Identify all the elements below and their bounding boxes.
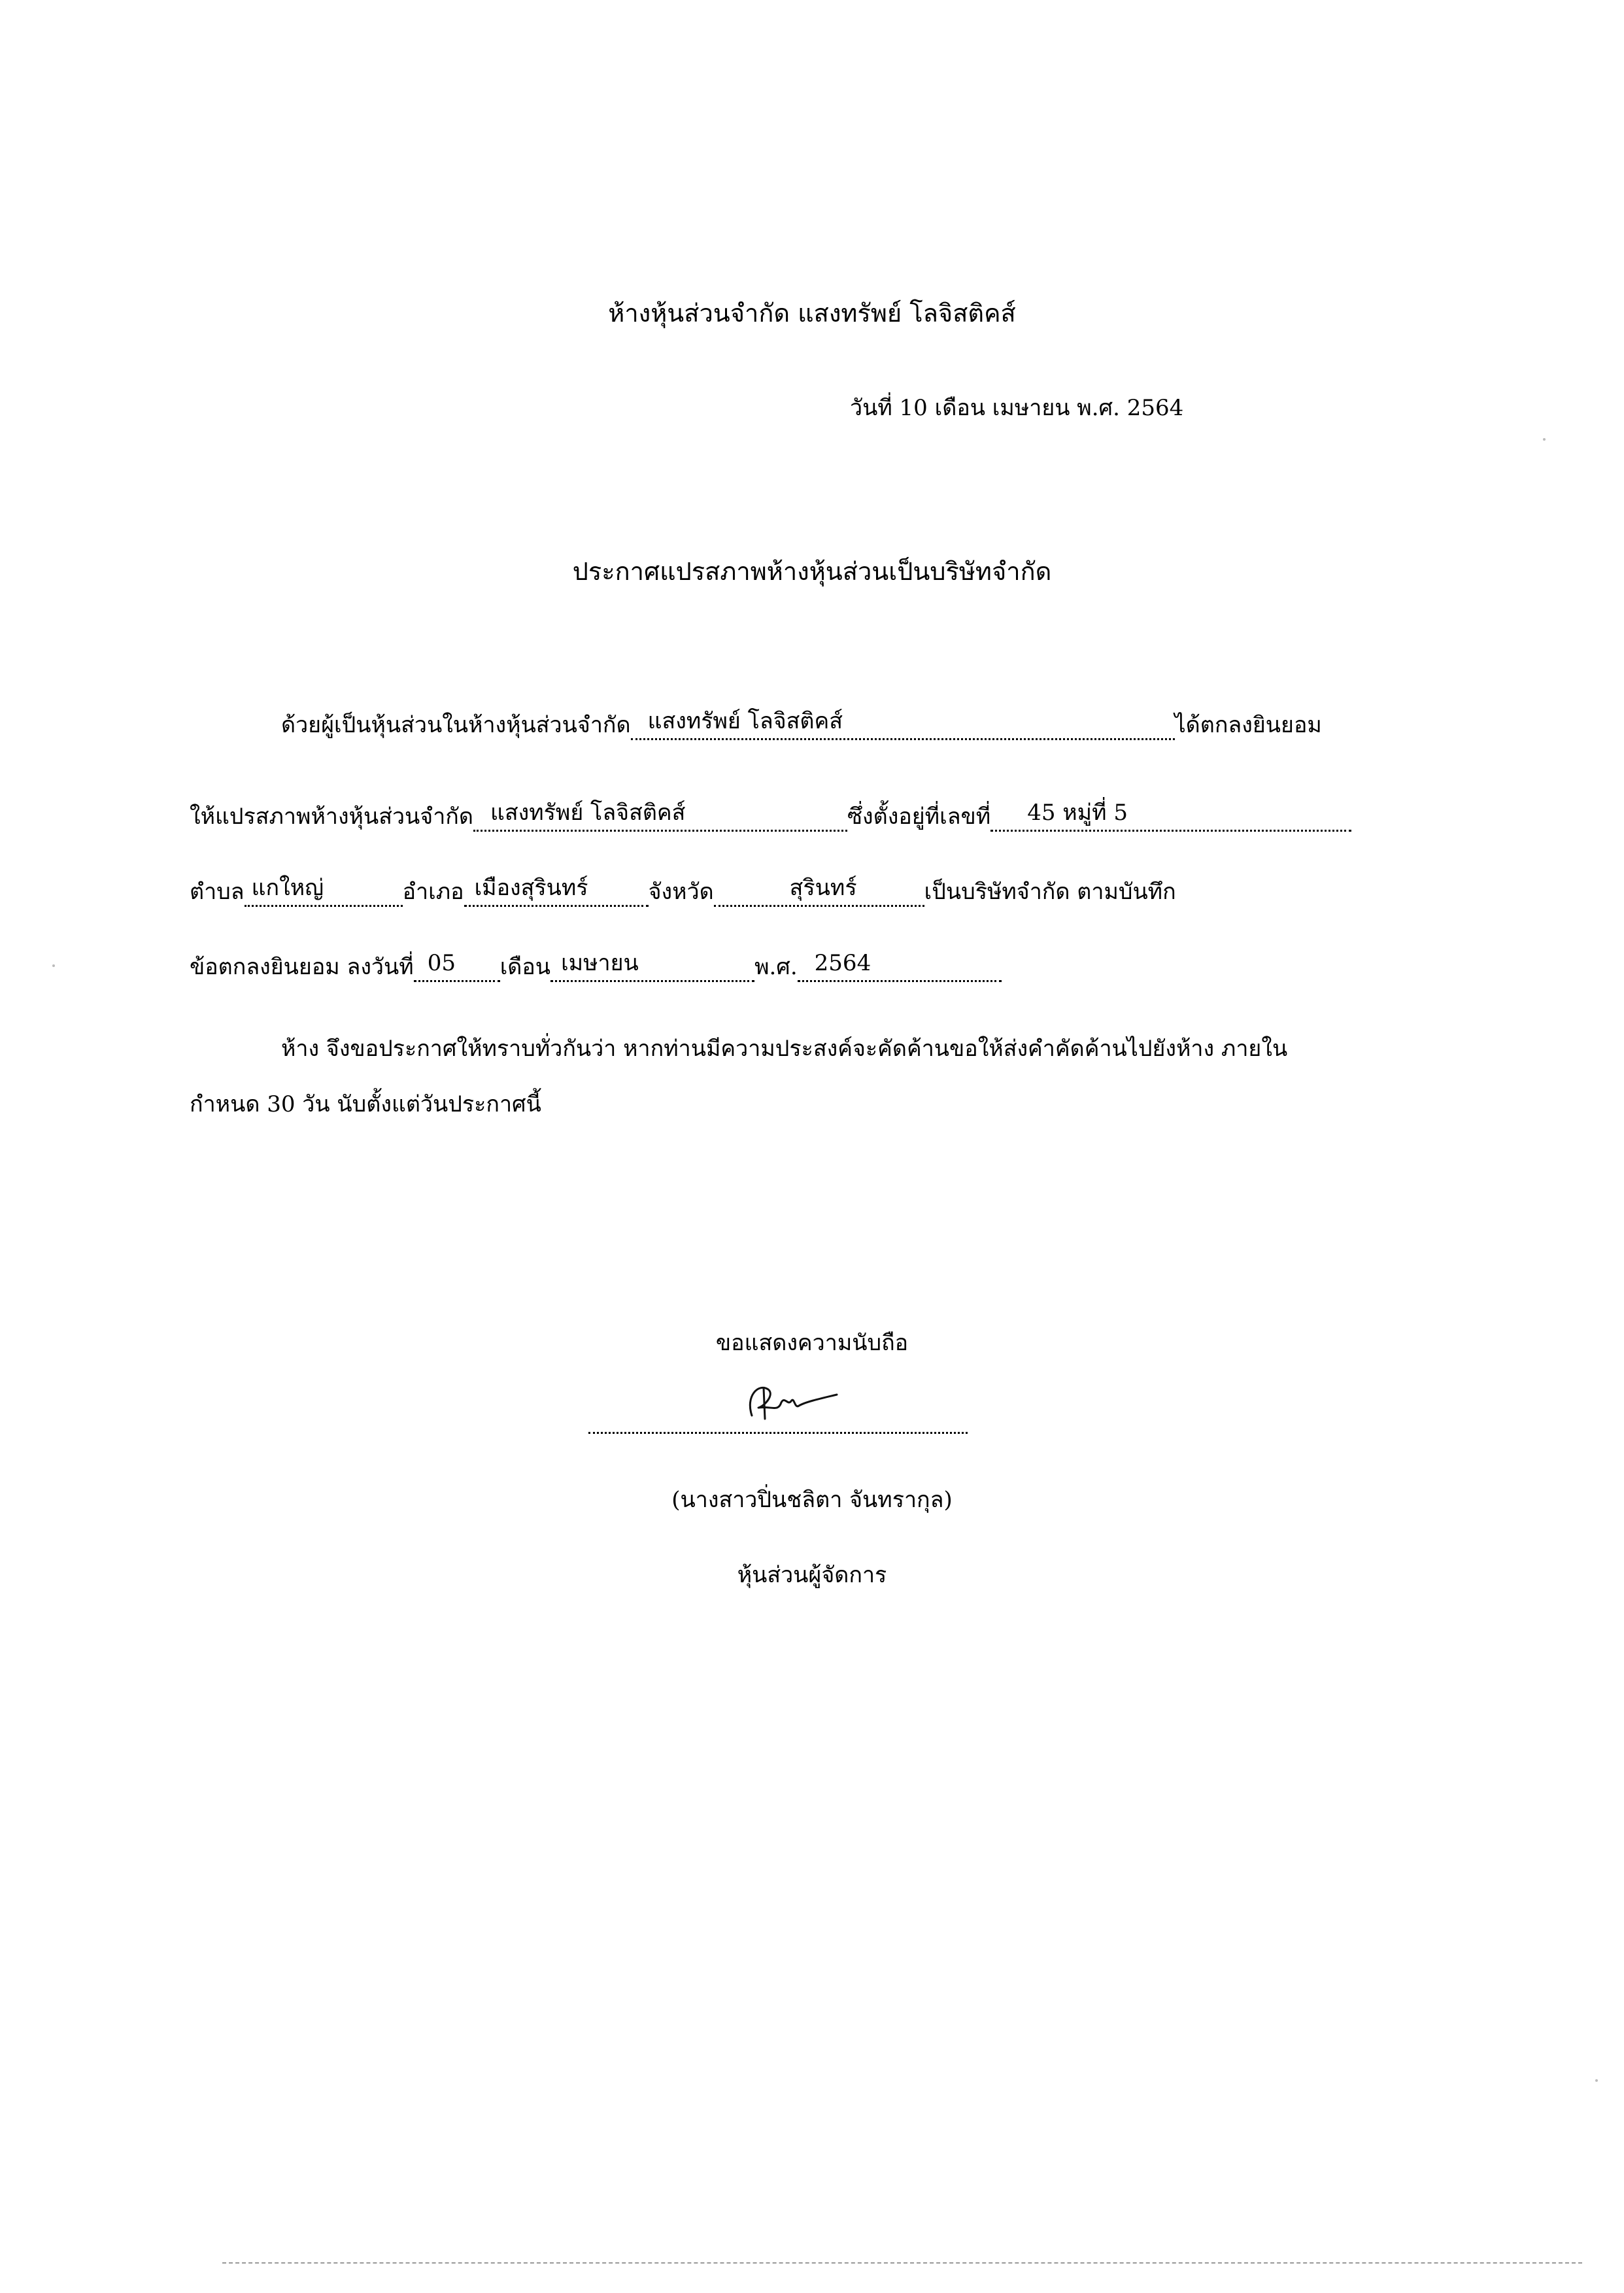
body-line-3	[190, 876, 1176, 908]
closing-regards: ขอแสดงความนับถือ	[715, 1330, 909, 1356]
company-header: ห้างหุ้นส่วนจำกัด แสงทรัพย์ โลจิสติคส์	[608, 299, 1016, 328]
province-field: สุรินทร์	[714, 876, 924, 907]
address-number-field: 45 หมู่ที่ 5	[990, 801, 1351, 832]
document-date: วันที่ 10 เดือน เมษายน พ.ศ. 2564	[850, 395, 1184, 421]
month-label: เดือน	[499, 954, 551, 980]
footer-scan-edge	[222, 2262, 1582, 2264]
notice-paragraph-line-1: ห้าง จึงขอประกาศให้ทราบทั่วกันว่า หากท่านมีความประสงค์จะคัดค้านขอให้ส่งคำคัดค้านไปยังห้าง ภายใน	[281, 1036, 1288, 1062]
line2-mid: ซึ่งตั้งอยู่ที่เลขที่	[847, 804, 991, 830]
signature-line	[588, 1432, 968, 1434]
document-title: ประกาศแปรสภาพห้างหุ้นส่วนเป็นบริษัทจำกัด	[572, 557, 1052, 586]
day-field: 05	[414, 951, 500, 982]
line4-prefix: ข้อตกลงยินยอม ลงวันที่	[190, 954, 414, 980]
partnership-name-field-2: แสงทรัพย์ โลจิสติคส์	[473, 801, 847, 832]
year-field: 2564	[798, 951, 1002, 982]
amphoe-field: เมืองสุรินทร์	[464, 876, 649, 907]
line3-suffix: เป็นบริษัทจำกัด ตามบันทึก	[924, 879, 1176, 905]
month-field: เมษายน	[550, 951, 754, 982]
notice-paragraph-line-2: กำหนด 30 วัน นับตั้งแต่วันประกาศนี้	[190, 1091, 541, 1117]
scan-speck	[1595, 2079, 1598, 2082]
signatory-position: หุ้นส่วนผู้จัดการ	[737, 1562, 887, 1588]
year-label: พ.ศ.	[754, 954, 798, 980]
partnership-name-field: แสงทรัพย์ โลจิสติคส์	[631, 709, 1175, 740]
signature-image	[732, 1370, 843, 1429]
province-label: จังหวัด	[648, 879, 714, 905]
tambon-label: ตำบล	[190, 879, 245, 905]
line1-suffix: ได้ตกลงยินยอม	[1174, 712, 1322, 738]
amphoe-label: อำเภอ	[402, 879, 464, 905]
scan-speck	[52, 964, 55, 967]
line1-prefix: ด้วยผู้เป็นหุ้นส่วนในห้างหุ้นส่วนจำกัด	[281, 712, 631, 738]
tambon-field: แกใหญ่	[245, 876, 403, 907]
body-line-4	[190, 951, 1002, 983]
scan-speck	[1543, 438, 1546, 441]
signatory-name: (นางสาวปิ่นชลิตา จันทรากุล)	[671, 1487, 953, 1513]
line2-prefix: ให้แปรสภาพห้างหุ้นส่วนจำกัด	[190, 804, 473, 830]
body-line-1	[281, 709, 1322, 741]
body-line-2	[190, 801, 1351, 832]
